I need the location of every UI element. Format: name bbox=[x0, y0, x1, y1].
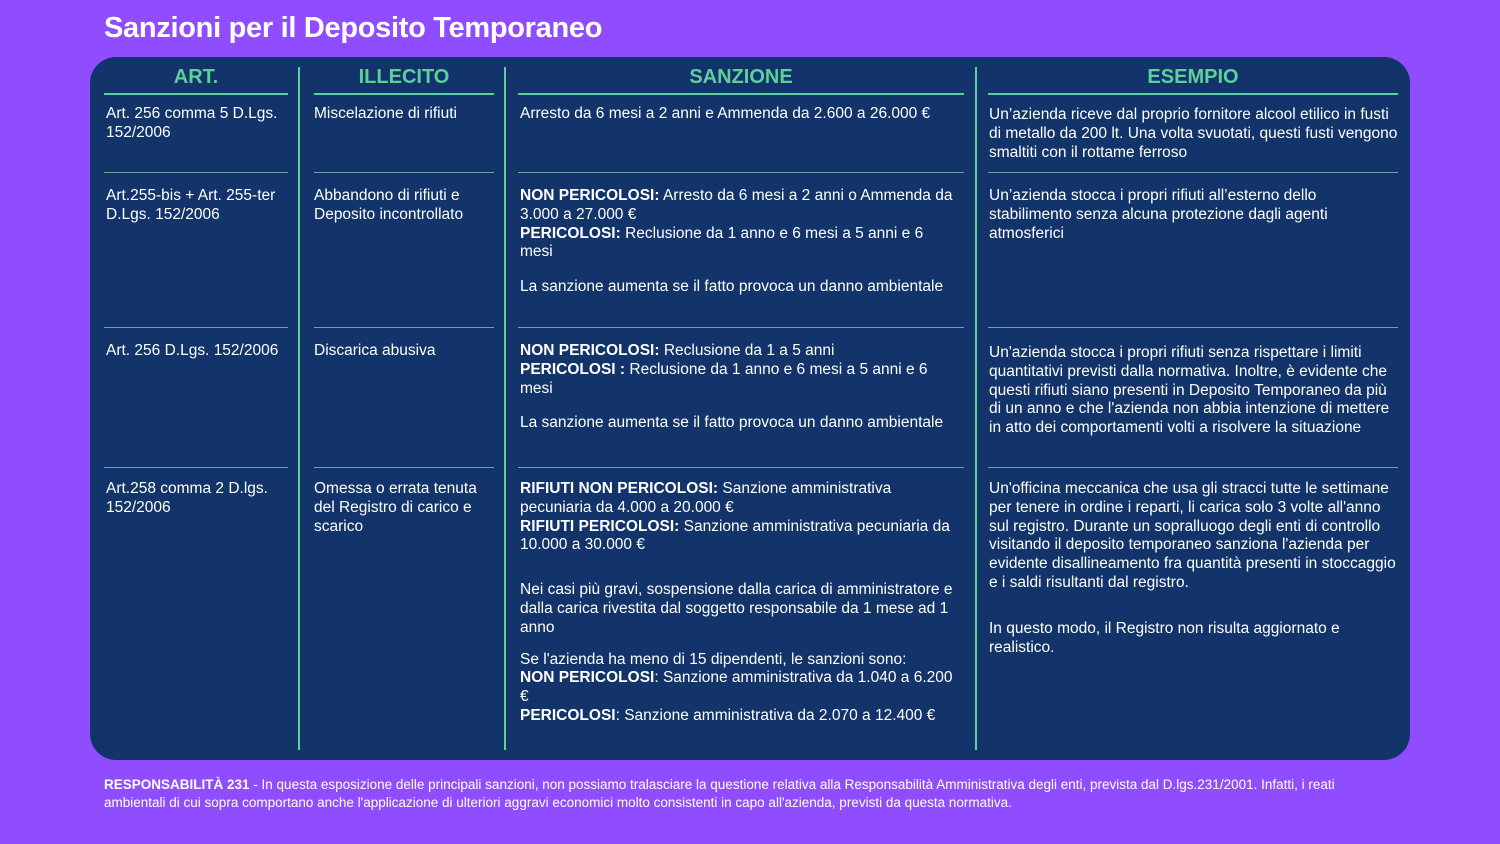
row4-art: Art.258 comma 2 D.lgs. 152/2006 bbox=[106, 480, 268, 516]
header-underline bbox=[518, 93, 964, 95]
header-esempio: ESEMPIO bbox=[1147, 66, 1239, 88]
row3-np-text: Reclusione da 1 a 5 anni bbox=[659, 342, 835, 359]
header-underline bbox=[988, 93, 1398, 95]
row4-illecito: Omessa o errata tenuta del Registro di carico e scarico bbox=[314, 480, 477, 535]
row3-np-label: NON PERICOLOSI: bbox=[520, 342, 660, 359]
header-art: ART. bbox=[173, 66, 219, 88]
row4-small-intro: Se l'azienda ha meno di 15 dipendenti, le sanzioni sono: bbox=[520, 650, 907, 668]
row3-esempio: Un'azienda stocca i propri rifiuti senza rispettare i limiti quantitativi previsti dalla normativa. Inoltre, è evidente che questi rifiuti siano presenti in Deposito Temporaneo da più di un anno e che l'azienda non abbia intenzione di mettere in atto dei comportamenti volti a risolvere la situazione bbox=[989, 344, 1390, 437]
column-divider bbox=[975, 67, 977, 750]
row2-sanzione bbox=[520, 187, 960, 297]
footer-label: RESPONSABILITÀ 231 bbox=[104, 777, 250, 792]
row4-esempio-text: Un'officina meccanica che usa gli stracci tutte le settimane per tenere in ordine i reparti, li carica solo 3 volte all'anno sul registro. Durante un sopralluogo degli enti di controllo visitando il deposito temporaneo sanziona l'azienda per evidente disallineamento fra quantità presenti in stoccaggio e i saldi risultanti dal registro. bbox=[989, 480, 1396, 591]
row-separator bbox=[988, 467, 1398, 468]
row2-p-text: Reclusione da 1 anno e 6 mesi a 5 anni e 6 mesi bbox=[520, 224, 924, 261]
row4-esempio bbox=[989, 480, 1399, 657]
row4-np-label: RIFIUTI NON PERICOLOSI: bbox=[520, 480, 719, 497]
row4-small-np-label: NON PERICOLOSI bbox=[520, 669, 655, 687]
row3-sanzione bbox=[520, 342, 960, 433]
row-separator bbox=[314, 467, 494, 468]
row2-illecito: Abbandono di rifiuti e Deposito incontrollato bbox=[314, 187, 464, 223]
row2-art: Art.255-bis + Art. 255-ter D.Lgs. 152/2006 bbox=[106, 187, 276, 223]
row4-small-p-label: PERICOLOSI bbox=[520, 706, 616, 724]
row-separator bbox=[518, 327, 964, 328]
page-title: Sanzioni per il Deposito Temporaneo bbox=[104, 12, 603, 44]
row2-esempio: Un’azienda stocca i propri rifiuti all’esterno dello stabilimento senza alcuna protezione dagli agenti atmosferici bbox=[989, 187, 1328, 242]
row-separator bbox=[518, 172, 964, 173]
row3-p-label: PERICOLOSI : bbox=[520, 360, 626, 378]
column-divider bbox=[504, 67, 506, 750]
row2-np-text: Arresto da 6 mesi a 2 anni o Ammenda da 3.000 a 27.000 € bbox=[520, 187, 953, 223]
row-separator bbox=[314, 327, 494, 328]
header-illecito: ILLECITO bbox=[358, 66, 450, 88]
header-underline bbox=[314, 93, 494, 95]
row1-art: Art. 256 comma 5 D.Lgs. 152/2006 bbox=[106, 105, 278, 141]
row4-sanzione bbox=[520, 480, 960, 726]
row1-sanzione bbox=[520, 105, 960, 124]
row3-art: Art. 256 D.Lgs. 152/2006 bbox=[106, 342, 279, 359]
row4-np-text: Sanzione amministrativa pecuniaria da 4.000 a 20.000 € bbox=[520, 480, 892, 516]
row3-illecito: Discarica abusiva bbox=[314, 342, 436, 359]
row-separator bbox=[988, 327, 1398, 328]
column-divider bbox=[298, 67, 300, 750]
row-separator bbox=[988, 172, 1398, 173]
row4-p-text: Sanzione amministrativa pecuniaria da 10.000 a 30.000 € bbox=[520, 517, 950, 554]
row3-note: La sanzione aumenta se il fatto provoca un danno ambientale bbox=[520, 414, 944, 432]
row2-p-label: PERICOLOSI: bbox=[520, 224, 621, 242]
footer-text: - In questa esposizione delle principali sanzioni, non possiamo tralasciare la questione relativa alla Responsabilità Amministrativa degli enti, prevista dal D.lgs.231/2001. Infatti, i reati ambientali di cui sopra comportano anche l'applicazione di ulteriori aggravi economici molto consistenti in capo all'azienda, previsti da questa normativa. bbox=[104, 777, 1335, 810]
row4-note: Nei casi più gravi, sospensione dalla carica di amministratore e dalla carica rivestita dal soggetto responsabile da 1 mese ad 1 anno bbox=[520, 581, 953, 636]
footer-note bbox=[104, 776, 1394, 812]
row3-p-text: Reclusione da 1 anno e 6 mesi a 5 anni e 6 mesi bbox=[520, 360, 928, 397]
row1-esempio: Un’azienda riceve dal proprio fornitore alcool etilico in fusti di metallo da 200 lt. Una volta svuotati, questi fusti vengono smaltiti con il rottame ferroso bbox=[989, 106, 1398, 161]
row-separator bbox=[104, 172, 288, 173]
row-separator bbox=[104, 467, 288, 468]
row2-np-label: NON PERICOLOSI: bbox=[520, 187, 660, 204]
row2-note: La sanzione aumenta se il fatto provoca un danno ambientale bbox=[520, 278, 944, 296]
row4-esempio-text2: In questo modo, il Registro non risulta aggiornato e realistico. bbox=[989, 619, 1340, 656]
row-separator bbox=[104, 327, 288, 328]
header-sanzione: SANZIONE bbox=[689, 66, 793, 88]
row4-p-label: RIFIUTI PERICOLOSI: bbox=[520, 517, 680, 535]
row-separator bbox=[314, 172, 494, 173]
row4-small-np-text: : Sanzione amministrativa da 1.040 a 6.200 € bbox=[520, 669, 953, 706]
row1-sanzione-text: Arresto da 6 mesi a 2 anni e Ammenda da 2.600 a 26.000 € bbox=[520, 105, 931, 122]
row4-small-p-text: : Sanzione amministrativa da 2.070 a 12.400 € bbox=[615, 706, 936, 724]
row1-illecito: Miscelazione di rifiuti bbox=[314, 105, 457, 122]
header-underline bbox=[104, 93, 288, 95]
row-separator bbox=[518, 467, 964, 468]
